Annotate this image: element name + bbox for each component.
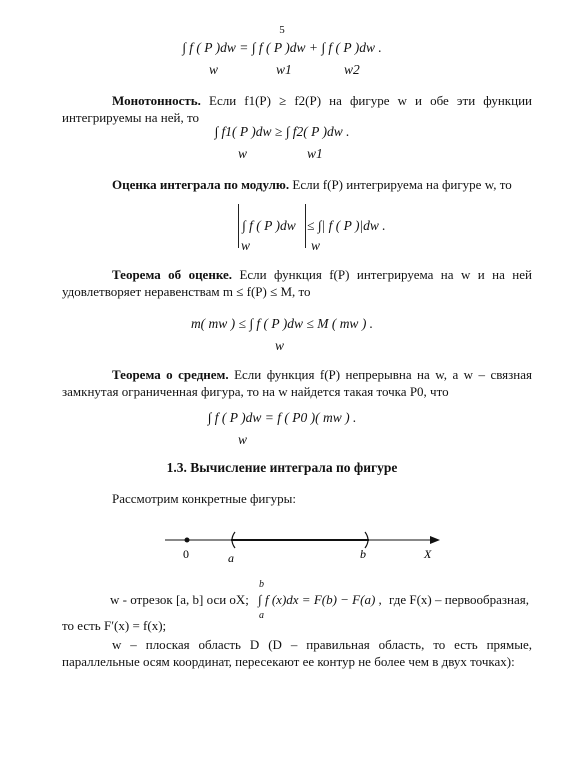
formula-monotonicity-sub-w1: w1 [307, 146, 323, 161]
formula-additivity-sub-w1: w1 [276, 62, 292, 77]
formula-additivity [0, 40, 564, 56]
formula-mean-sub-w: w [238, 432, 248, 447]
formula-abs-sub-w2: w [311, 238, 321, 253]
formula-additivity-sub-w: w [209, 62, 219, 77]
formula-mean [0, 410, 564, 426]
formula-monotonicity-text: ∫ f1( P )dw ≥ ∫ f2( P )dw . [214, 124, 350, 139]
segment-case-lower-limit: a [259, 610, 264, 621]
formula-abs-left: ∫ f ( P )dw [242, 218, 296, 233]
axis-label-b: b [360, 547, 366, 561]
formula-monotonicity [0, 124, 564, 140]
monotonicity-paragraph [62, 92, 532, 126]
formula-monotonicity-sub-w: w [238, 146, 248, 161]
segment-case-suffix: где F(x) – первообразная, [389, 592, 530, 607]
formula-mean-text: ∫ f ( P )dw = f ( P0 )( mw ) . [207, 410, 357, 425]
number-axis-diagram [0, 528, 564, 578]
segment-case-line2: то есть F′(x) = f(x); [62, 618, 167, 633]
segment-case-line [110, 592, 540, 608]
formula-estimate-text: m( mw ) ≤ ∫ f ( P )dw ≤ M ( mw ) . [190, 316, 374, 331]
estimate-theorem-text: Если функция f(P) интегрируема на w и на ней удовлетворяет неравенствам m ≤ f(P) ≤ M, то [62, 267, 532, 299]
mean-theorem-text: Если функция f(P) непрерывна на w, а w – связная замкнутая ограниченная фигура, то на w найдется такая точка P0, что [62, 367, 532, 399]
mean-theorem-paragraph [62, 366, 532, 400]
abs-estimate-text: Если f(P) интегрируема на фигуре w, то [292, 177, 512, 192]
segment-case-upper-limit: b [259, 579, 264, 590]
mean-theorem-title: Теорема о среднем. [112, 367, 229, 382]
formula-estimate [0, 316, 564, 332]
formula-additivity-text: ∫ f ( P )dw = ∫ f ( P )dw + ∫ f ( P )dw . [182, 40, 382, 55]
abs-estimate-title: Оценка интеграла по модулю. [112, 177, 290, 192]
segment-case-integral: ∫ f (x)dx = F(b) − F(a) , [258, 592, 382, 607]
monotonicity-text: Если f1(P) ≥ f2(P) на фигуре w и обе эти функции интегрируемы на ней, то [62, 93, 532, 125]
intro-paragraph [62, 490, 532, 507]
axis-arrow [430, 536, 440, 544]
axis-label-x: X [424, 547, 432, 561]
monotonicity-title: Монотонность. [112, 93, 201, 108]
estimate-theorem-title: Теорема об оценке. [112, 267, 233, 282]
section-heading: 1.3. Вычисление интеграла по фигуре [166, 460, 398, 475]
origin-point [185, 538, 190, 543]
abs-estimate-paragraph [62, 176, 532, 193]
region-case-paragraph [62, 636, 532, 670]
formula-additivity-sub-w2: w2 [344, 62, 360, 77]
formula-estimate-sub-w: w [275, 338, 285, 353]
intro-text: Рассмотрим конкретные фигуры: [112, 491, 297, 506]
region-case-text: w – плоская область D (D – правильная область, то есть прямые, параллельные осям координат, пересекают ее контур не более чем в двух точках): [62, 637, 532, 669]
formula-abs-sub-w1: w [241, 238, 251, 253]
segment-case-prefix: w - отрезок [a, b] оси oX; [110, 592, 249, 607]
page-number: 5 [279, 24, 285, 36]
estimate-theorem-paragraph [62, 266, 532, 300]
axis-label-a: a [228, 551, 234, 565]
axis-label-origin: 0 [183, 547, 189, 561]
formula-abs-right: ≤ ∫| f ( P )|dw . [307, 218, 386, 233]
